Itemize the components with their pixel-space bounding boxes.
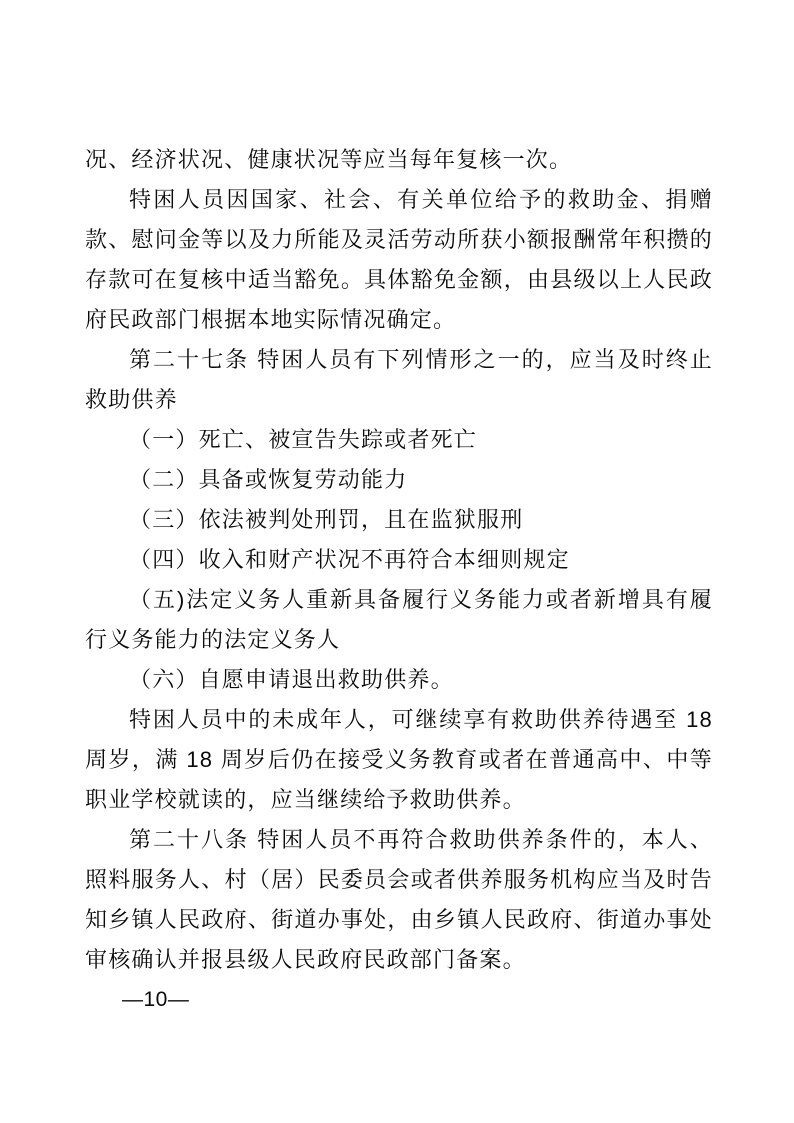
paragraph-article-28: 第二十八条 特困人员不再符合救助供养条件的，本人、照料服务人、村（居）民委员会或者供养服务机构应当及时告知乡镇人民政府、街道办事处，由乡镇人民政府、街道办事处审核确认并报县级人民政府民政部门备案。 bbox=[85, 827, 713, 972]
paragraph: 特困人员中的未成年人，可继续享有救助供养待遇至 18 周岁，满 18 周岁后仍在接受义务教育或者在普通高中、中等职业学校就读的，应当继续给予救助供养。 bbox=[85, 707, 713, 812]
list-item-5: （五)法定义务人重新具备履行义务能力或者新增具有履行义务能力的法定义务人 bbox=[85, 587, 713, 652]
document-body bbox=[85, 140, 713, 980]
paragraph-continuation: 况、经济状况、健康状况等应当每年复核一次。 bbox=[85, 147, 573, 172]
paragraph-article-27: 第二十七条 特困人员有下列情形之一的，应当及时终止救助供养 bbox=[85, 347, 713, 412]
page-number: —10— bbox=[122, 988, 190, 1011]
list-item-6: （六）自愿申请退出救助供养。 bbox=[129, 667, 454, 692]
list-item-3: （三）依法被判处刑罚，且在监狱服刑 bbox=[129, 507, 524, 532]
list-item-1: （一）死亡、被宣告失踪或者死亡 bbox=[129, 427, 478, 452]
list-item-4: （四）收入和财产状况不再符合本细则规定 bbox=[129, 547, 570, 572]
paragraph: 特困人员因国家、社会、有关单位给予的救助金、捐赠款、慰问金等以及力所能及灵活劳动所获小额报酬常年积攒的存款可在复核中适当豁免。具体豁免金额，由县级以上人民政府民政部门根据本地实际情况确定。 bbox=[85, 187, 713, 332]
list-item-2: （二）具备或恢复劳动能力 bbox=[129, 467, 408, 492]
